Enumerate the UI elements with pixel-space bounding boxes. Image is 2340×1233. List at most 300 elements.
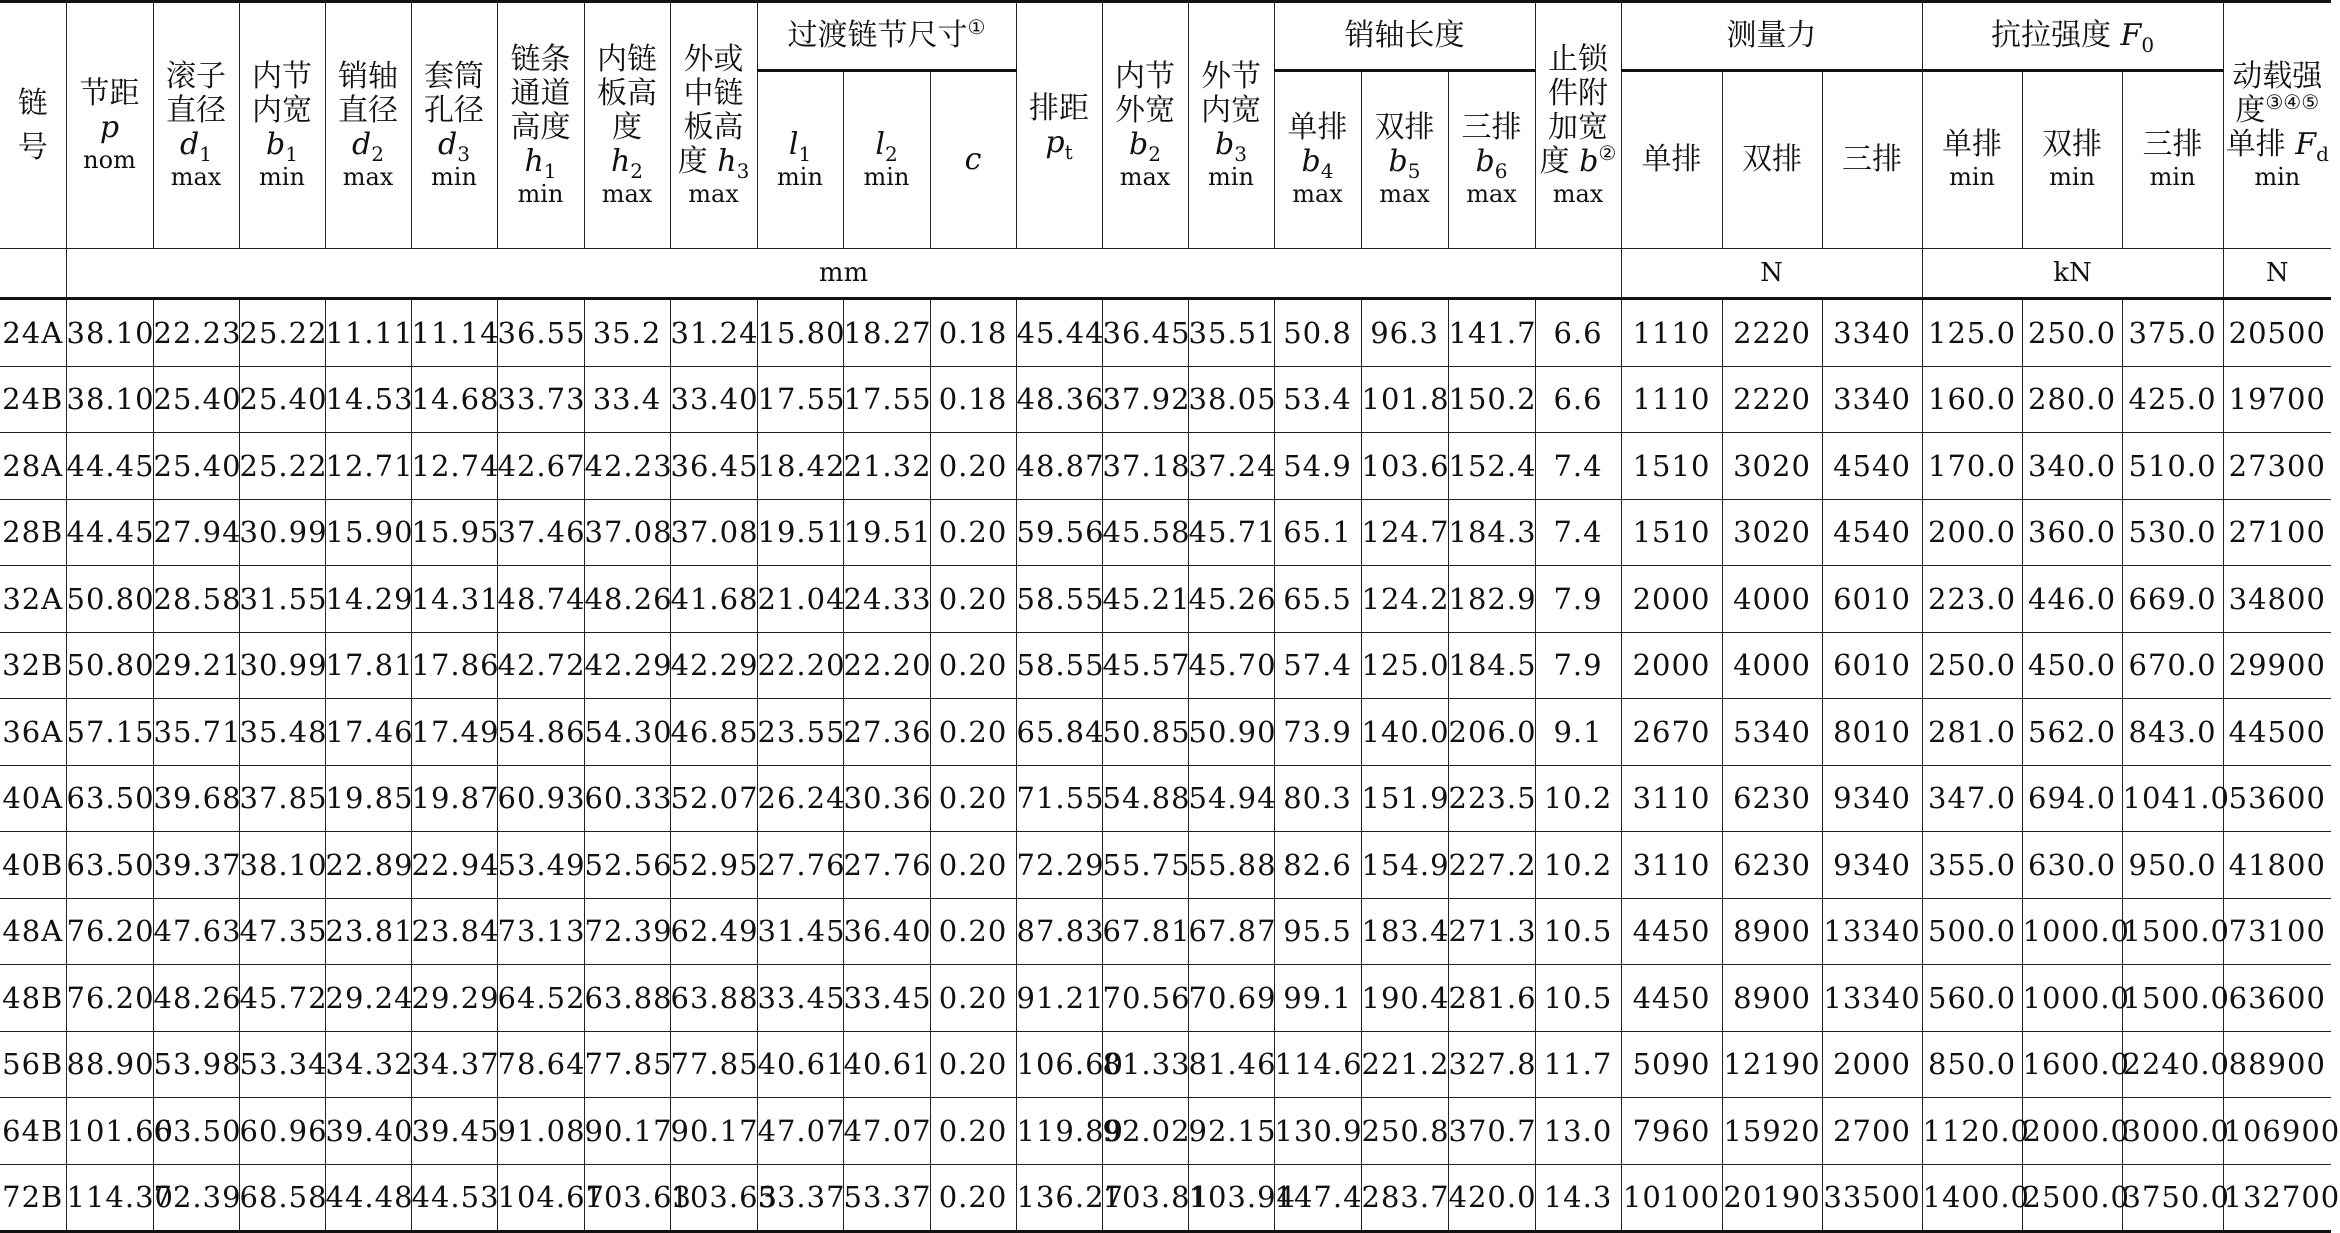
unit-newton: N — [1621, 249, 1922, 299]
value-cell: 669.0 — [2122, 566, 2223, 633]
value-cell: 33500 — [1822, 1164, 1922, 1232]
value-cell: 843.0 — [2122, 699, 2223, 766]
value-cell: 63600 — [2223, 965, 2331, 1032]
value-cell: 44.48 — [325, 1164, 411, 1232]
value-cell: 17.55 — [843, 366, 930, 433]
value-cell: 37.24 — [1188, 433, 1274, 500]
value-cell: 38.10 — [66, 366, 153, 433]
value-cell: 2220 — [1722, 299, 1822, 367]
value-cell: 22.23 — [153, 299, 239, 367]
value-cell: 104.67 — [497, 1164, 584, 1232]
value-cell: 72.39 — [584, 898, 670, 965]
value-cell: 63.50 — [66, 765, 153, 832]
value-cell: 92.15 — [1188, 1098, 1274, 1165]
chain-number-cell: 56B — [0, 1031, 66, 1098]
value-cell: 11.11 — [325, 299, 411, 367]
value-cell: 12.71 — [325, 433, 411, 500]
value-cell: 90.17 — [670, 1098, 757, 1165]
value-cell: 18.42 — [757, 433, 843, 500]
value-cell: 78.64 — [497, 1031, 584, 1098]
value-cell: 39.40 — [325, 1098, 411, 1165]
value-cell: 26.24 — [757, 765, 843, 832]
value-cell: 24.33 — [843, 566, 930, 633]
value-cell: 76.20 — [66, 965, 153, 1032]
value-cell: 77.85 — [584, 1031, 670, 1098]
value-cell: 99.1 — [1274, 965, 1361, 1032]
value-cell: 184.3 — [1448, 499, 1535, 566]
table-row — [0, 632, 2331, 699]
value-cell: 280.0 — [2022, 366, 2122, 433]
value-cell: 184.5 — [1448, 632, 1535, 699]
value-cell: 2700 — [1822, 1098, 1922, 1165]
value-cell: 37.08 — [584, 499, 670, 566]
value-cell: 17.81 — [325, 632, 411, 699]
value-cell: 3110 — [1621, 765, 1722, 832]
value-cell: 58.55 — [1016, 566, 1102, 633]
value-cell: 347.0 — [1922, 765, 2022, 832]
value-cell: 77.85 — [670, 1031, 757, 1098]
value-cell: 76.20 — [66, 898, 153, 965]
value-cell: 327.8 — [1448, 1031, 1535, 1098]
value-cell: 950.0 — [2122, 832, 2223, 899]
value-cell: 0.18 — [930, 299, 1016, 367]
value-cell: 271.3 — [1448, 898, 1535, 965]
table-row — [0, 699, 2331, 766]
value-cell: 53.34 — [239, 1031, 325, 1098]
value-cell: 34.32 — [325, 1031, 411, 1098]
value-cell: 7.4 — [1535, 499, 1621, 566]
value-cell: 1600.0 — [2022, 1031, 2122, 1098]
value-cell: 73.9 — [1274, 699, 1361, 766]
value-cell: 45.58 — [1102, 499, 1188, 566]
value-cell: 62.49 — [670, 898, 757, 965]
value-cell: 17.49 — [411, 699, 497, 766]
value-cell: 39.68 — [153, 765, 239, 832]
value-cell: 14.3 — [1535, 1164, 1621, 1232]
chain-number-cell: 32B — [0, 632, 66, 699]
value-cell: 1400.0 — [1922, 1164, 2022, 1232]
value-cell: 281.0 — [1922, 699, 2022, 766]
header-bush-bore: 套筒 孔径 $d_3$ min — [411, 2, 497, 249]
value-cell: 250.0 — [1922, 632, 2022, 699]
value-cell: 152.4 — [1448, 433, 1535, 500]
value-cell: 29900 — [2223, 632, 2331, 699]
value-cell: 1510 — [1621, 499, 1722, 566]
value-cell: 27.36 — [843, 699, 930, 766]
value-cell: 42.67 — [497, 433, 584, 500]
header-chain-no: 链 号 — [0, 2, 66, 249]
value-cell: 30.99 — [239, 632, 325, 699]
value-cell: 36.55 — [497, 299, 584, 367]
value-cell: 65.84 — [1016, 699, 1102, 766]
unit-cell-empty — [0, 249, 66, 299]
value-cell: 95.5 — [1274, 898, 1361, 965]
value-cell: 562.0 — [2022, 699, 2122, 766]
value-cell: 19.51 — [757, 499, 843, 566]
value-cell: 37.85 — [239, 765, 325, 832]
value-cell: 37.46 — [497, 499, 584, 566]
value-cell: 130.9 — [1274, 1098, 1361, 1165]
value-cell: 2000 — [1822, 1031, 1922, 1098]
chain-number-cell: 48A — [0, 898, 66, 965]
value-cell: 22.20 — [843, 632, 930, 699]
value-cell: 3020 — [1722, 433, 1822, 500]
value-cell: 530.0 — [2122, 499, 2223, 566]
value-cell: 101.60 — [66, 1098, 153, 1165]
value-cell: 11.7 — [1535, 1031, 1621, 1098]
header-tensile-single: 单排 min — [1922, 71, 2022, 249]
value-cell: 33.45 — [843, 965, 930, 1032]
value-cell: 82.6 — [1274, 832, 1361, 899]
value-cell: 103.81 — [1102, 1164, 1188, 1232]
value-cell: 500.0 — [1922, 898, 2022, 965]
value-cell: 52.07 — [670, 765, 757, 832]
value-cell: 147.4 — [1274, 1164, 1361, 1232]
table-row — [0, 898, 2331, 965]
value-cell: 39.37 — [153, 832, 239, 899]
value-cell: 33.73 — [497, 366, 584, 433]
value-cell: 140.0 — [1361, 699, 1448, 766]
value-cell: 1110 — [1621, 299, 1722, 367]
value-cell: 40.61 — [757, 1031, 843, 1098]
unit-mm: mm — [66, 249, 1621, 299]
value-cell: 23.84 — [411, 898, 497, 965]
value-cell: 630.0 — [2022, 832, 2122, 899]
header-pin-length-single: 单排 $b_4$ max — [1274, 71, 1361, 249]
value-cell: 63.50 — [153, 1098, 239, 1165]
value-cell: 206.0 — [1448, 699, 1535, 766]
value-cell: 44500 — [2223, 699, 2331, 766]
header-inner-plate-height: 内链 板高 度 $h_2$ max — [584, 2, 670, 249]
value-cell: 48.26 — [584, 566, 670, 633]
value-cell: 1110 — [1621, 366, 1722, 433]
value-cell: 52.56 — [584, 832, 670, 899]
value-cell: 15.80 — [757, 299, 843, 367]
value-cell: 72.29 — [1016, 832, 1102, 899]
header-inner-outer-width: 内节 外宽 $b_2$ max — [1102, 2, 1188, 249]
table-row — [0, 299, 2331, 367]
value-cell: 1500.0 — [2122, 898, 2223, 965]
header-measuring-force: 测量力 — [1621, 2, 1922, 71]
value-cell: 13340 — [1822, 965, 1922, 1032]
value-cell: 63.88 — [670, 965, 757, 1032]
value-cell: 45.57 — [1102, 632, 1188, 699]
header-l2: $l_2$ min — [843, 71, 930, 249]
value-cell: 12190 — [1722, 1031, 1822, 1098]
value-cell: 850.0 — [1922, 1031, 2022, 1098]
value-cell: 63.88 — [584, 965, 670, 1032]
value-cell: 5340 — [1722, 699, 1822, 766]
value-cell: 15920 — [1722, 1098, 1822, 1165]
value-cell: 450.0 — [2022, 632, 2122, 699]
value-cell: 221.2 — [1361, 1031, 1448, 1098]
value-cell: 375.0 — [2122, 299, 2223, 367]
value-cell: 60.96 — [239, 1098, 325, 1165]
value-cell: 9.1 — [1535, 699, 1621, 766]
chain-number-cell: 40A — [0, 765, 66, 832]
table-row — [0, 499, 2331, 566]
value-cell: 57.15 — [66, 699, 153, 766]
value-cell: 25.40 — [153, 366, 239, 433]
value-cell: 4000 — [1722, 632, 1822, 699]
value-cell: 19.85 — [325, 765, 411, 832]
value-cell: 420.0 — [1448, 1164, 1535, 1232]
table-row — [0, 366, 2331, 433]
value-cell: 40.61 — [843, 1031, 930, 1098]
value-cell: 42.29 — [584, 632, 670, 699]
value-cell: 8900 — [1722, 965, 1822, 1032]
value-cell: 27.76 — [843, 832, 930, 899]
value-cell: 34800 — [2223, 566, 2331, 633]
value-cell: 103.63 — [584, 1164, 670, 1232]
value-cell: 53600 — [2223, 765, 2331, 832]
value-cell: 37.18 — [1102, 433, 1188, 500]
value-cell: 50.80 — [66, 632, 153, 699]
header-pin-diameter: 销轴 直径 $d_2$ max — [325, 2, 411, 249]
value-cell: 10.2 — [1535, 765, 1621, 832]
value-cell: 13.0 — [1535, 1098, 1621, 1165]
value-cell: 340.0 — [2022, 433, 2122, 500]
value-cell: 87.83 — [1016, 898, 1102, 965]
header-tensile-triple: 三排 min — [2122, 71, 2223, 249]
value-cell: 29.29 — [411, 965, 497, 1032]
value-cell: 42.72 — [497, 632, 584, 699]
value-cell: 2670 — [1621, 699, 1722, 766]
value-cell: 0.20 — [930, 965, 1016, 1032]
header-transition-link: 过渡链节尺寸① — [757, 2, 1016, 71]
value-cell: 103.63 — [670, 1164, 757, 1232]
header-pin-length: 销轴长度 — [1274, 2, 1535, 71]
value-cell: 3340 — [1822, 366, 1922, 433]
value-cell: 55.88 — [1188, 832, 1274, 899]
value-cell: 35.2 — [584, 299, 670, 367]
value-cell: 7960 — [1621, 1098, 1722, 1165]
value-cell: 106.60 — [1016, 1031, 1102, 1098]
value-cell: 65.1 — [1274, 499, 1361, 566]
value-cell: 160.0 — [1922, 366, 2022, 433]
chain-number-cell: 28A — [0, 433, 66, 500]
value-cell: 55.75 — [1102, 832, 1188, 899]
value-cell: 88900 — [2223, 1031, 2331, 1098]
value-cell: 41.68 — [670, 566, 757, 633]
value-cell: 45.72 — [239, 965, 325, 1032]
value-cell: 223.5 — [1448, 765, 1535, 832]
value-cell: 73100 — [2223, 898, 2331, 965]
value-cell: 14.29 — [325, 566, 411, 633]
value-cell: 0.20 — [930, 566, 1016, 633]
value-cell: 125.0 — [1922, 299, 2022, 367]
value-cell: 10.2 — [1535, 832, 1621, 899]
value-cell: 12.74 — [411, 433, 497, 500]
value-cell: 22.89 — [325, 832, 411, 899]
table-row — [0, 433, 2331, 500]
value-cell: 9340 — [1822, 832, 1922, 899]
value-cell: 13340 — [1822, 898, 1922, 965]
value-cell: 10.5 — [1535, 965, 1621, 1032]
value-cell: 106900 — [2223, 1098, 2331, 1165]
value-cell: 36.45 — [670, 433, 757, 500]
value-cell: 182.9 — [1448, 566, 1535, 633]
value-cell: 14.53 — [325, 366, 411, 433]
value-cell: 10100 — [1621, 1164, 1722, 1232]
value-cell: 31.45 — [757, 898, 843, 965]
value-cell: 151.9 — [1361, 765, 1448, 832]
value-cell: 2500.0 — [2022, 1164, 2122, 1232]
chain-number-cell: 24B — [0, 366, 66, 433]
value-cell: 48.36 — [1016, 366, 1102, 433]
value-cell: 15.90 — [325, 499, 411, 566]
value-cell: 9340 — [1822, 765, 1922, 832]
value-cell: 119.89 — [1016, 1098, 1102, 1165]
value-cell: 0.20 — [930, 1098, 1016, 1165]
value-cell: 14.31 — [411, 566, 497, 633]
value-cell: 0.20 — [930, 699, 1016, 766]
value-cell: 19.87 — [411, 765, 497, 832]
value-cell: 227.2 — [1448, 832, 1535, 899]
value-cell: 38.10 — [66, 299, 153, 367]
value-cell: 3000.0 — [2122, 1098, 2223, 1165]
header-force-double: 双排 — [1722, 71, 1822, 249]
value-cell: 281.6 — [1448, 965, 1535, 1032]
value-cell: 31.24 — [670, 299, 757, 367]
value-cell: 510.0 — [2122, 433, 2223, 500]
value-cell: 42.23 — [584, 433, 670, 500]
value-cell: 2000 — [1621, 632, 1722, 699]
value-cell: 38.10 — [239, 832, 325, 899]
value-cell: 22.20 — [757, 632, 843, 699]
value-cell: 36.40 — [843, 898, 930, 965]
value-cell: 67.81 — [1102, 898, 1188, 965]
value-cell: 694.0 — [2022, 765, 2122, 832]
value-cell: 37.92 — [1102, 366, 1188, 433]
value-cell: 48.74 — [497, 566, 584, 633]
value-cell: 2220 — [1722, 366, 1822, 433]
value-cell: 1000.0 — [2022, 898, 2122, 965]
value-cell: 6230 — [1722, 832, 1822, 899]
value-cell: 3110 — [1621, 832, 1722, 899]
value-cell: 53.49 — [497, 832, 584, 899]
value-cell: 8010 — [1822, 699, 1922, 766]
value-cell: 103.94 — [1188, 1164, 1274, 1232]
header-l1: $l_1$ min — [757, 71, 843, 249]
value-cell: 114.30 — [66, 1164, 153, 1232]
value-cell: 250.8 — [1361, 1098, 1448, 1165]
value-cell: 34.37 — [411, 1031, 497, 1098]
value-cell: 560.0 — [1922, 965, 2022, 1032]
value-cell: 200.0 — [1922, 499, 2022, 566]
value-cell: 17.86 — [411, 632, 497, 699]
chain-number-cell: 28B — [0, 499, 66, 566]
value-cell: 141.7 — [1448, 299, 1535, 367]
value-cell: 23.55 — [757, 699, 843, 766]
header-pitch: 节距 p nom — [66, 2, 153, 249]
value-cell: 25.22 — [239, 433, 325, 500]
value-cell: 1000.0 — [2022, 965, 2122, 1032]
value-cell: 47.63 — [153, 898, 239, 965]
value-cell: 48.26 — [153, 965, 239, 1032]
header-row-pitch: 排距 $p_t$ — [1016, 2, 1102, 249]
value-cell: 50.90 — [1188, 699, 1274, 766]
chain-number-cell: 48B — [0, 965, 66, 1032]
value-cell: 1120.0 — [1922, 1098, 2022, 1165]
value-cell: 0.20 — [930, 433, 1016, 500]
value-cell: 70.56 — [1102, 965, 1188, 1032]
value-cell: 53.37 — [757, 1164, 843, 1232]
table-row — [0, 1098, 2331, 1165]
value-cell: 54.9 — [1274, 433, 1361, 500]
value-cell: 18.27 — [843, 299, 930, 367]
value-cell: 0.20 — [930, 765, 1016, 832]
value-cell: 21.32 — [843, 433, 930, 500]
value-cell: 37.08 — [670, 499, 757, 566]
value-cell: 22.94 — [411, 832, 497, 899]
header-outer-plate-height: 外或 中链 板高 度 $h_3$ max — [670, 2, 757, 249]
value-cell: 47.07 — [843, 1098, 930, 1165]
value-cell: 35.51 — [1188, 299, 1274, 367]
value-cell: 132700 — [2223, 1164, 2331, 1232]
value-cell: 20190 — [1722, 1164, 1822, 1232]
value-cell: 6.6 — [1535, 366, 1621, 433]
value-cell: 4540 — [1822, 433, 1922, 500]
value-cell: 30.36 — [843, 765, 930, 832]
value-cell: 124.2 — [1361, 566, 1448, 633]
value-cell: 125.0 — [1361, 632, 1448, 699]
header-channel-height: 链条 通道 高度 $h_1$ min — [497, 2, 584, 249]
header-force-single: 单排 — [1621, 71, 1722, 249]
value-cell: 17.46 — [325, 699, 411, 766]
value-cell: 45.71 — [1188, 499, 1274, 566]
value-cell: 45.70 — [1188, 632, 1274, 699]
value-cell: 29.21 — [153, 632, 239, 699]
value-cell: 154.9 — [1361, 832, 1448, 899]
value-cell: 170.0 — [1922, 433, 2022, 500]
value-cell: 11.14 — [411, 299, 497, 367]
value-cell: 3750.0 — [2122, 1164, 2223, 1232]
chain-number-cell: 32A — [0, 566, 66, 633]
value-cell: 223.0 — [1922, 566, 2022, 633]
value-cell: 136.27 — [1016, 1164, 1102, 1232]
value-cell: 31.55 — [239, 566, 325, 633]
chain-number-cell: 24A — [0, 299, 66, 367]
header-tensile-strength: 抗拉强度 $F_0$ — [1922, 2, 2223, 71]
value-cell: 71.55 — [1016, 765, 1102, 832]
value-cell: 33.40 — [670, 366, 757, 433]
value-cell: 370.7 — [1448, 1098, 1535, 1165]
value-cell: 48.87 — [1016, 433, 1102, 500]
value-cell: 53.4 — [1274, 366, 1361, 433]
unit-kilonewton: kN — [1922, 249, 2223, 299]
header-lock-width: 止锁 件附 加宽 度 b② max — [1535, 2, 1621, 249]
value-cell: 446.0 — [2022, 566, 2122, 633]
value-cell: 91.08 — [497, 1098, 584, 1165]
value-cell: 114.6 — [1274, 1031, 1361, 1098]
value-cell: 124.7 — [1361, 499, 1448, 566]
value-cell: 8900 — [1722, 898, 1822, 965]
value-cell: 0.20 — [930, 1031, 1016, 1098]
value-cell: 5090 — [1621, 1031, 1722, 1098]
value-cell: 10.5 — [1535, 898, 1621, 965]
value-cell: 81.33 — [1102, 1031, 1188, 1098]
chain-number-cell: 64B — [0, 1098, 66, 1165]
value-cell: 1510 — [1621, 433, 1722, 500]
chain-number-cell: 36A — [0, 699, 66, 766]
value-cell: 670.0 — [2122, 632, 2223, 699]
value-cell: 0.20 — [930, 1164, 1016, 1232]
value-cell: 101.8 — [1361, 366, 1448, 433]
value-cell: 103.6 — [1361, 433, 1448, 500]
value-cell: 45.26 — [1188, 566, 1274, 633]
value-cell: 57.4 — [1274, 632, 1361, 699]
